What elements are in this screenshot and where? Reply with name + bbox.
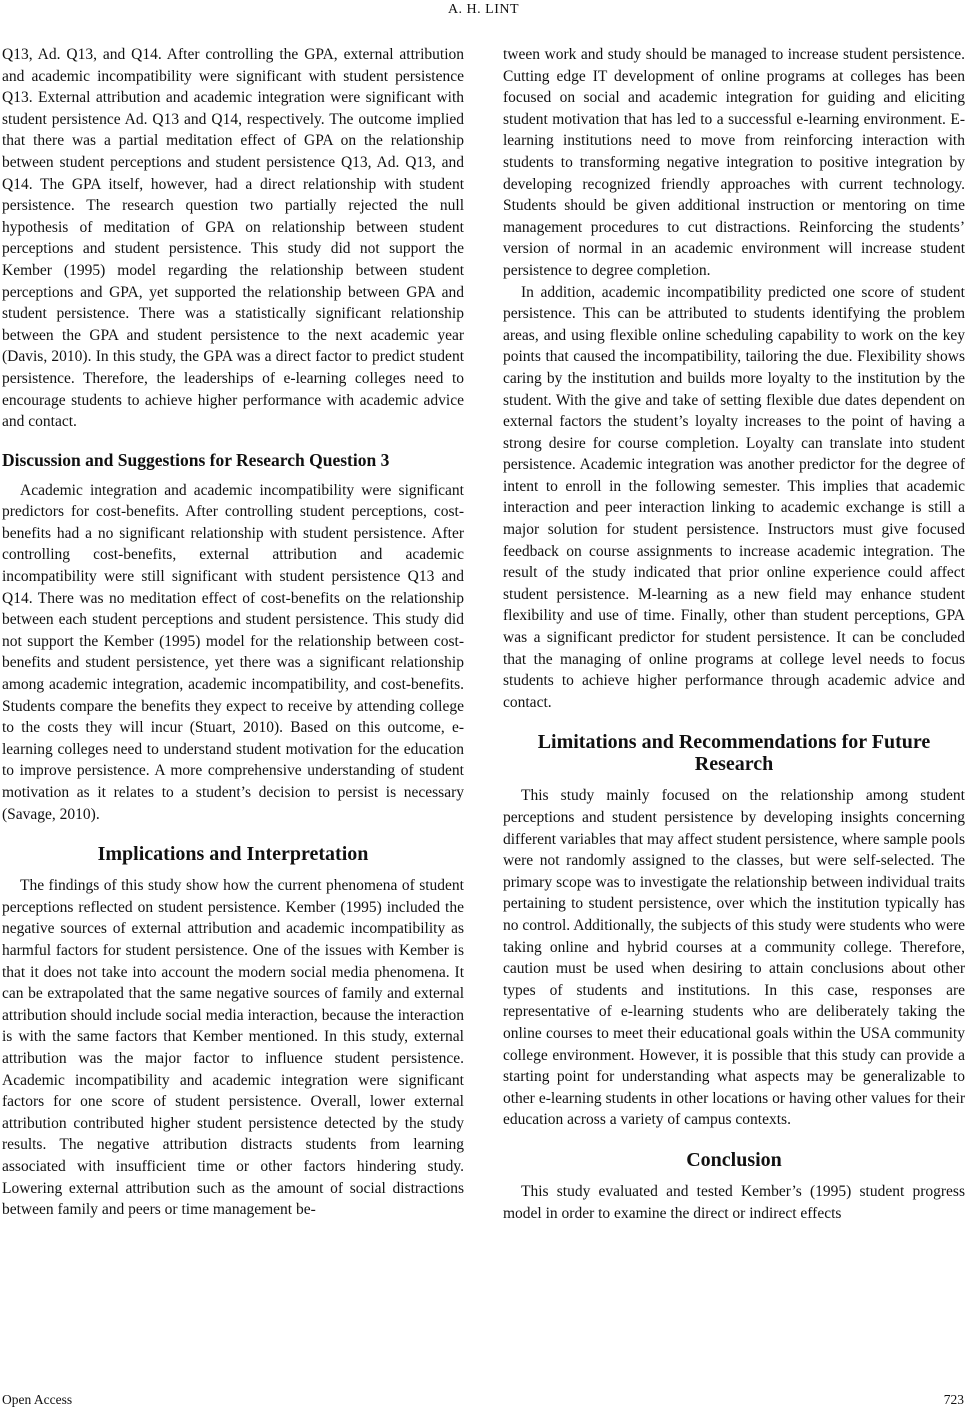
body-paragraph: Q13, Ad. Q13, and Q14. After controlling the GPA, external attribution and academic incompatibility were significant with student persistence Q13. External attribution and academic integration were significant with student persistence Ad. Q13 and Q14, respectively. The outcome implied that there was a partial meditation effect of GPA on the relationship between student perceptions and student persistence Q13, Ad. Q13, and Q14. The GPA itself, however, had a direct relationship with student persistence. The research question two partially rejected the null hypothesis of meditation of GPA on relationship between student perceptions and student persistence. This study did not support the Kember (1995) model regarding the relationship between student perceptions and GPA, yet supported the relationship between GPA and student persistence. There was a statistically significant relationship between the GPA and student persistence to the next academic year (Davis, 2010). In this study, the GPA was a direct factor to predict student persistence. Therefore, the leaderships of e-learning colleges need to encourage students to achieve higher performance with academic advice and contact.	[2, 46, 464, 431]
section-heading-implications: Implications and Interpretation	[97, 843, 369, 866]
page-number: 723	[943, 1392, 964, 1407]
section-heading-rq3: Discussion and Suggestions for Research Question 3	[2, 449, 390, 470]
body-paragraph: The findings of this study show how the current phenomena of student perceptions reflected on student persistence. Kember (1995) included the negative sources of external attribution and academic incompatibility as harmful factors for student persistence. One of the issues with Kember is that it does not take into account the modern social media phenomena. It can be extrapolated that the same negative sources of family and external attribution should include social media interaction, because the interaction is with the same factors that Kember mentioned. In this study, external attribution was the major factor to influence student persistence. Academic incompatibility and academic integration were significant factors for one score of student persistence. Overall, lower external attribution contributed higher student persistence detected by the study results. The negative attribution distracts students from learning associated with insufficient time or other factors hindering study. Lowering external attribution such as the amount of social distractions between family and peers or time management be-	[2, 877, 464, 1219]
right-column	[503, 44, 965, 1224]
running-title: A. H. LINT	[447, 2, 520, 17]
body-paragraph: Academic integration and academic incompatibility were significant predictors for cost-benefits. After controlling student perceptions, cost-benefits had a no significant relationship with student persistence. After controlling cost-benefits, external attribution and academic incompatibility were still significant with student persistence Q13 and Q14. There was no meditation effect of cost-benefits on the relationship between each student perceptions and student persistence. This study did not support the Kember (1995) model for the relationship between cost-benefits and student persistence, yet there was a significant relationship among academic integration, academic incompatibility, and cost-benefits. Students compare the benefits they expect to receive by attending college to the costs they will incur (Stuart, 2010). Based on this outcome, e-learning colleges need to understand student motivation for the education to improve persistence. A more comprehensive understanding of student motivation as it relates to a student’s decision to persist is necessary (Savage, 2010).	[2, 481, 464, 823]
body-paragraph: tween work and study should be managed to increase student persistence. Cutting edge IT development of online programs at colleges has been focused on social and academic integration for guiding and eliciting student motivation that has led to a successful e-learning environment. E-learning institutions need to move from reinforcing interaction with students to transforming negative integration to positive integration by developing recognized friendly approaches with current technology. Students should be given additional instruction or mentoring on time management procedures to cut distractions. Reinforcing the students’ version of normal in an academic environment will increase student persistence to degree completion.	[503, 46, 965, 279]
section-heading-limitations: Limitations and Recommendations for Future Research	[537, 731, 931, 776]
body-paragraph: This study mainly focused on the relationship among student perceptions and student persistence by developing insights concerning different variables that may affect student persistence, where sample pools were not randomly assigned to the classes, but were self-selected. The primary scope was to investigate the relationship between individual traits pertaining to student persistence, over which the institution typically has no control. Additionally, the subjects of this study were students who were taking online and hybrid courses at a community college. Therefore, caution must be used when desiring to attain conclusions about other types of students and institutions. In this case, responses are representative of e-learning students who are deliberately taking the online courses to meet their educational goals within the USA community college environment. However, it is possible that this study can provide a starting point for understanding what aspects may be generalizable to other e-learning students in other locations or having other values for their education across a variety of campus contexts.	[503, 787, 965, 1129]
body-paragraph: In addition, academic incompatibility predicted one score of student persistence. This can be attributed to students identifying the problem areas, and using flexible online scheduling capability to work on the key points that caused the incompatibility, tailoring the due. Flexibility shows caring by the institution and builds more loyalty to the institution by the student. With the give and take of setting flexible due dates dependent on external factors the student’s loyalty increases to the point of having a strong desire for course completion. Loyalty can translate into student persistence. Academic integration was another predictor for the degree of intent to enroll in the following semester. This implies that academic interaction and peer interaction linking to academic exchange is still a major solution for student persistence. Instructors must give focused feedback on course assignments to increase academic integration. The result of the study indicated that prior online experience could affect student persistence. M-learning as a new field may enhance student flexibility and use of time. Finally, other than student perceptions, GPA was a significant predictor for student persistence. It can be concluded that the managing of online programs at college level needs to focus students to achieve higher performance through academic advice and contact.	[503, 283, 965, 711]
left-column	[2, 44, 464, 1221]
open-access-label: Open Access	[2, 1392, 73, 1407]
body-paragraph: This study evaluated and tested Kember’s (1995) student progress model in order to examine the direct or indirect effects	[503, 1182, 965, 1222]
section-heading-conclusion: Conclusion	[686, 1148, 782, 1171]
